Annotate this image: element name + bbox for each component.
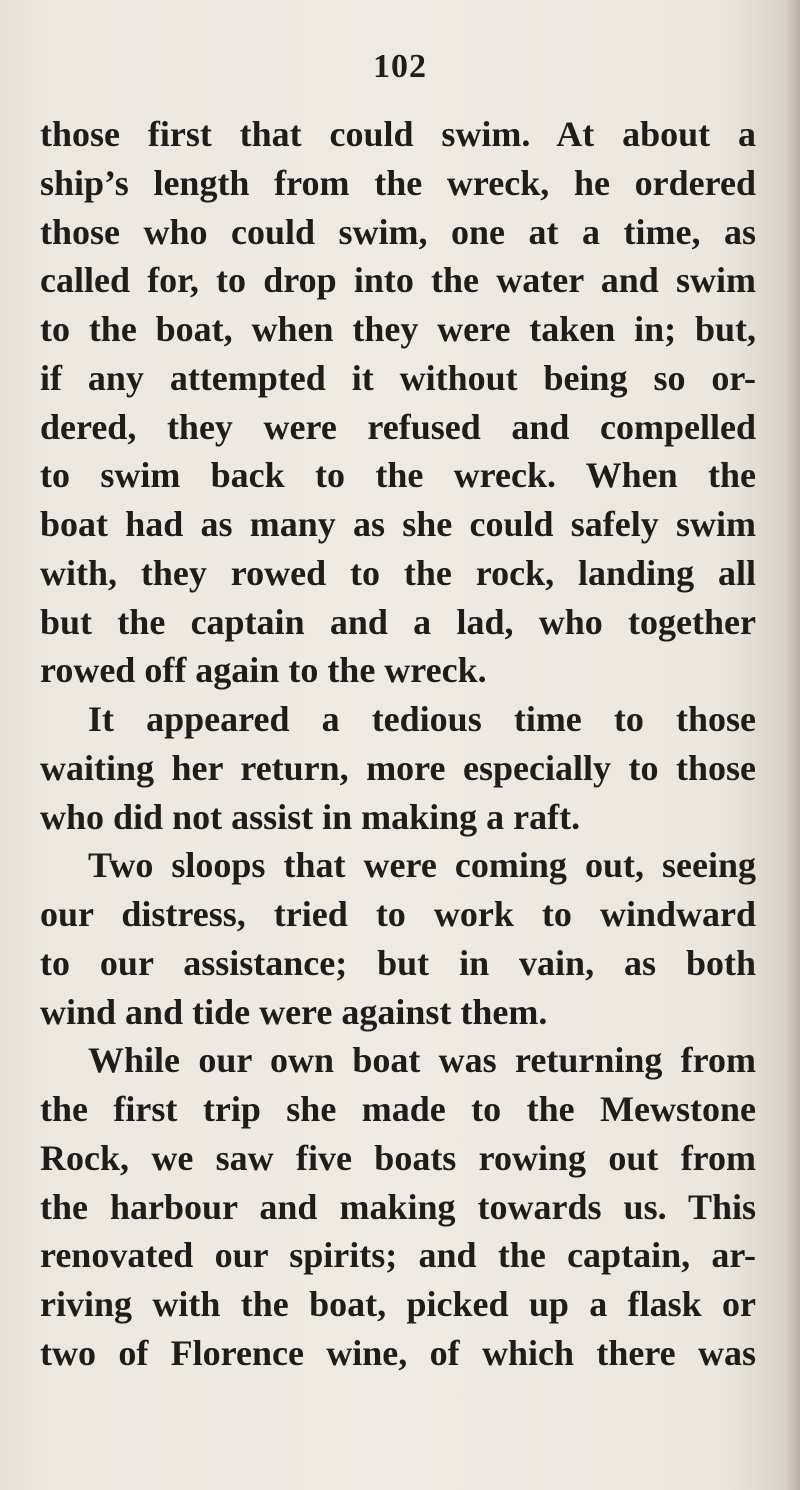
text-line: to the boat, when they were taken in; but, (40, 309, 756, 349)
text-line: It appeared a tedious time to those (88, 699, 756, 739)
text-line: called for, to drop into the water and swim (40, 260, 756, 301)
text-line: dered, they were refused and compelled (40, 406, 756, 447)
text-line: those who could swim, one at a time, as (40, 211, 756, 252)
text-line: renovated our spirits; and the captain, ar- (40, 1235, 756, 1276)
text-line: two of Florence wine, of which there was (40, 1332, 756, 1373)
text-line: While our own boat was returning from (88, 1040, 756, 1081)
text-line: boat had as many as she could safely swim (40, 504, 756, 544)
text-line: if any attempted it without being so or- (40, 357, 756, 398)
text-line: to swim back to the wreck. When the (40, 455, 756, 496)
text-line: Two sloops that were coming out, seeing (88, 845, 756, 886)
text-line: our distress, tried to work to windward (40, 894, 756, 934)
text-line: who did not assist in making a raft. (40, 796, 581, 837)
text-line: those first that could swim. At about a (40, 114, 756, 154)
body-text (40, 110, 756, 1378)
text-line: Rock, we saw five boats rowing out from (40, 1137, 756, 1178)
page-number: 102 (373, 48, 427, 85)
text-line: with, they rowed to the rock, landing all (40, 552, 756, 593)
text-line: to our assistance; but in vain, as both (40, 942, 756, 983)
text-line: waiting her return, more especially to those (40, 747, 756, 788)
text-line: wind and tide were against them. (40, 991, 548, 1032)
text-line: riving with the boat, picked up a flask or (40, 1284, 756, 1324)
text-line: the harbour and making towards us. This (40, 1186, 756, 1227)
text-line: ship’s length from the wreck, he ordered (40, 162, 756, 203)
text-line: the first trip she made to the Mewstone (40, 1089, 756, 1129)
text-line: but the captain and a lad, who together (40, 601, 756, 642)
text-line: rowed off again to the wreck. (40, 650, 487, 691)
page-edge-shadow (786, 0, 800, 1490)
